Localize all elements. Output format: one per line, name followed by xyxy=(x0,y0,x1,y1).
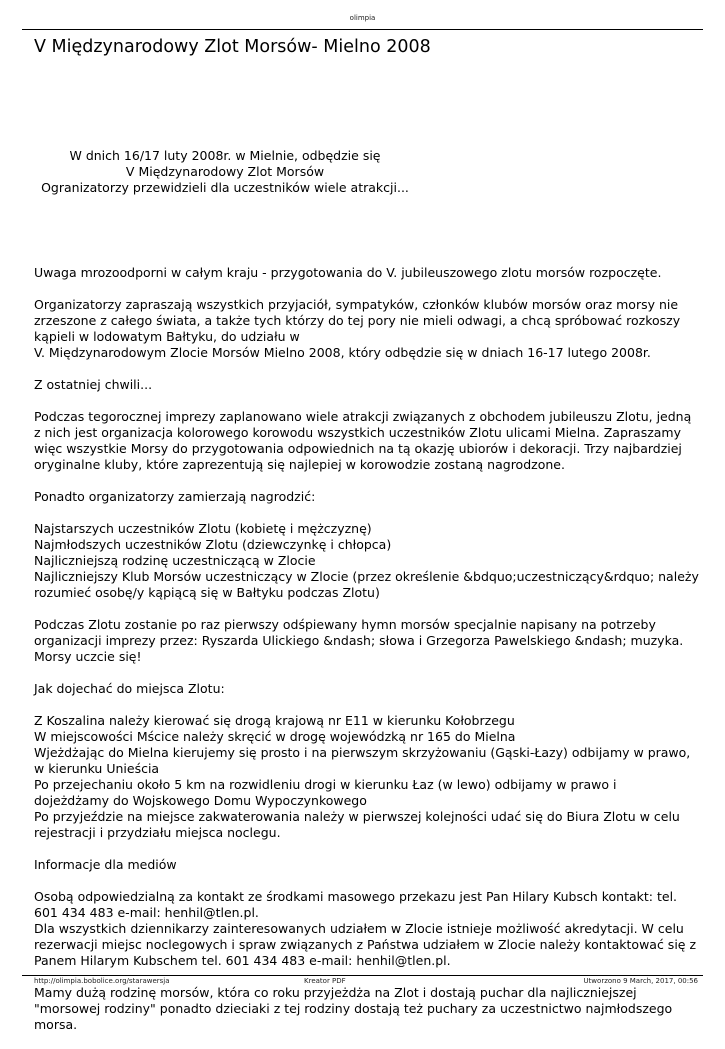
paragraph-line: Informacje dla mediów xyxy=(34,857,177,872)
paragraph-line: rejestracji i przydziału miejsca noclegu. xyxy=(34,825,281,840)
paragraph-line: Najliczniejszą rodzinę uczestniczącą w Zlocie xyxy=(34,553,316,568)
header-divider xyxy=(22,29,703,30)
paragraph-line: Jak dojechać do miejsca Zlotu: xyxy=(34,681,225,696)
intro-block xyxy=(0,148,450,196)
paragraph-line: Najstarszych uczestników Zlotu (kobietę i mężczyznę) xyxy=(34,521,372,536)
paragraph-line: w kierunku Unieścia xyxy=(34,761,160,776)
article-body xyxy=(34,265,699,1049)
paragraph-line: kąpieli w lodowatym Bałtyku, do udziału w xyxy=(34,329,300,344)
paragraph-line: Najliczniejszy Klub Morsów uczestniczący w Zlocie (przez określenie &bdquo;uczestniczący&rdquo; należy xyxy=(34,569,699,584)
paragraph-line: Podczas tegorocznej imprezy zaplanowano wiele atrakcji związanych z obchodem jubileuszu Zlotu, jedną xyxy=(34,409,692,424)
paragraph-line: Uwaga mrozoodporni w całym kraju - przygotowania do V. jubileuszowego zlotu morsów rozpoczęte. xyxy=(34,265,662,280)
paragraph-line: V. Międzynarodowym Zlocie Morsów Mielno 2008, który odbędzie się w dniach 16-17 lutego 2008r. xyxy=(34,345,651,360)
paragraph-line: Dla wszystkich dziennikarzy zainteresowanych udziałem w Zlocie istnieje możliwość akredytacji. W celu xyxy=(34,921,684,936)
article-paragraph xyxy=(34,489,699,505)
paragraph-line: zrzeszone z całego świata, a także tych którzy do tej pory nie mieli odwagi, a chcą spróbować rozkoszy xyxy=(34,313,681,328)
paragraph-line: Morsy uczcie się! xyxy=(34,649,142,664)
article-paragraph xyxy=(34,681,699,697)
paragraph-line: Mamy dużą rodzinę morsów, która co roku przyjeżdża na Zlot i dostają puchar dla najliczniejszej xyxy=(34,985,637,1000)
paragraph-line: "morsowej rodziny" ponadto dzieciaki z tej rodziny dostają też puchary za uczestnictwo najmłodszego xyxy=(34,1001,673,1016)
paragraph-line: Po przyjeździe na miejsce zakwaterowania należy w pierwszej kolejności udać się do Biura Zlotu w celu xyxy=(34,809,680,824)
paragraph-line: organizacji imprezy przez: Ryszarda Ulickiego &ndash; słowa i Grzegorza Pawelskiego &ndash; muzyka. xyxy=(34,633,684,648)
paragraph-line: Wjeżdżając do Mielna kierujemy się prosto i na pierwszym skrzyżowaniu (Gąski-Łazy) odbijamy w prawo, xyxy=(34,745,691,760)
page-title: V Międzynarodowy Zlot Morsów- Mielno 2008 xyxy=(34,37,431,57)
article-paragraph xyxy=(34,617,699,665)
paragraph-line: 601 434 483 e-mail: henhil@tlen.pl. xyxy=(34,905,259,920)
article-paragraph xyxy=(34,985,699,1033)
paragraph-line: Podczas Zlotu zostanie po raz pierwszy odśpiewany hymn morsów specjalnie napisany na potrzeby xyxy=(34,617,656,632)
footer-divider xyxy=(22,975,703,976)
intro-line: W dnich 16/17 luty 2008r. w Mielnie, odbędzie się xyxy=(69,148,381,163)
article-paragraph xyxy=(34,297,699,361)
paragraph-line: Najmłodszych uczestników Zlotu (dziewczynkę i chłopca) xyxy=(34,537,392,552)
paragraph-line: Z ostatniej chwili... xyxy=(34,377,153,392)
paragraph-line: Ponadto organizatorzy zamierzają nagrodzić: xyxy=(34,489,316,504)
article-paragraph xyxy=(34,265,699,281)
article-paragraph xyxy=(34,889,699,969)
article-paragraph xyxy=(34,521,699,601)
paragraph-line: oryginalne kluby, które zaprezentują się najlepiej w korowodzie zostaną nagrodzone. xyxy=(34,457,565,472)
intro-line: V Międzynarodowy Zlot Morsów xyxy=(125,164,325,179)
page-footer xyxy=(34,977,698,987)
article-paragraph xyxy=(34,857,699,873)
paragraph-line: Organizatorzy zapraszają wszystkich przyjaciół, sympatyków, członków klubów morsów oraz morsy nie xyxy=(34,297,679,312)
footer-generator: Kreator PDF xyxy=(304,977,346,985)
paragraph-line: Po przejechaniu około 5 km na rozwidleniu drogi w kierunku Łaz (w lewo) odbijamy w prawo i xyxy=(34,777,617,792)
paragraph-line: więc wszystkie Morsy do przygotowania odpowiednich na tą okazję ubiorów i dekoracji. Trzy najbardziej xyxy=(34,441,682,456)
paragraph-line: morsa. xyxy=(34,1017,78,1032)
paragraph-line: dojeżdżamy do Wojskowego Domu Wypoczynkowego xyxy=(34,793,367,808)
paragraph-line: z nich jest organizacja kolorowego korowodu wszystkich uczestników Zlotu ulicami Mielna. Zapraszamy xyxy=(34,425,682,440)
paragraph-line: rozumieć osobę/y kąpiącą się w Bałtyku podczas Zlotu) xyxy=(34,585,380,600)
intro-line: Ogranizatorzy przewidzieli dla uczestników wiele atrakcji... xyxy=(41,180,409,195)
paragraph-line: rezerwacji miejsc noclegowych i spraw związanych z Państwa udziałem w Zlocie należy kontaktować się z xyxy=(34,937,697,952)
article-paragraph xyxy=(34,409,699,473)
paragraph-line: W miejscowości Mścice należy skręcić w drogę wojewódzką nr 165 do Mielna xyxy=(34,729,516,744)
footer-url-link[interactable]: http://olimpia.bobolice.org/starawersja xyxy=(34,977,170,985)
paragraph-line: Z Koszalina należy kierować się drogą krajową nr E11 w kierunku Kołobrzegu xyxy=(34,713,515,728)
paragraph-line: Panem Hilarym Kubschem tel. 601 434 483 e-mail: henhil@tlen.pl. xyxy=(34,953,451,968)
article-paragraph xyxy=(34,713,699,841)
site-header: olimpia xyxy=(349,14,376,22)
footer-created-date: Utworzono 9 March, 2017, 00:56 xyxy=(583,977,698,985)
paragraph-line: Osobą odpowiedzialną za kontakt ze środkami masowego przekazu jest Pan Hilary Kubsch kontakt: tel. xyxy=(34,889,678,904)
article-paragraph xyxy=(34,377,699,393)
